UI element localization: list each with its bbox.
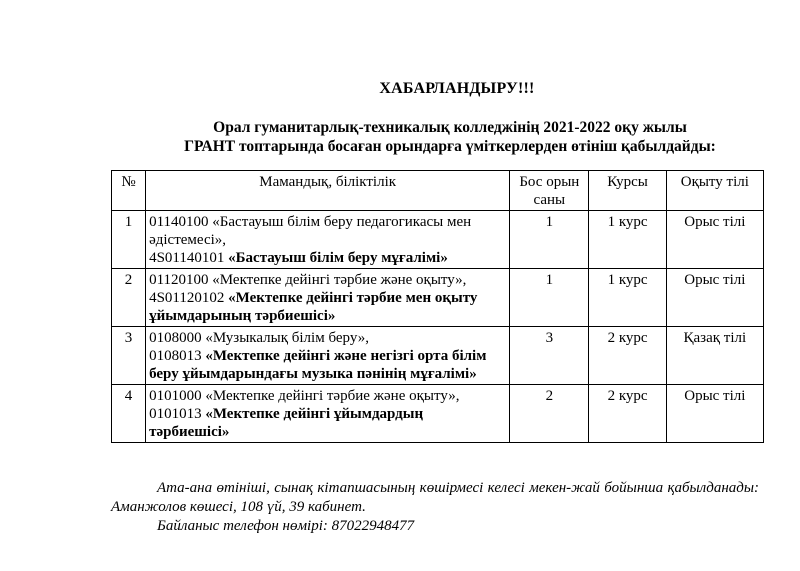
row-specialty (146, 211, 510, 269)
row-places: 1 (510, 211, 589, 269)
announcement-subtitle (140, 118, 760, 156)
header-language: Оқыту тілі (666, 171, 763, 211)
qualification-code: 4S01120102 (149, 290, 229, 306)
row-places: 2 (510, 385, 589, 443)
qualification-name: «Бастауыш білім беру мұғалімі» (228, 250, 448, 266)
row-places: 3 (510, 327, 589, 385)
specialty-code-text: 0101000 «Мектепке дейінгі тәрбие және оқыту», (149, 388, 460, 404)
row-language: Орыс тілі (666, 269, 763, 327)
announcement-title (0, 80, 800, 98)
qualification-code: 0108013 (149, 348, 206, 364)
specialty-code-text: 0108000 «Музыкалық білім беру», (149, 330, 369, 346)
row-places: 1 (510, 269, 589, 327)
row-number: 1 (112, 211, 146, 269)
specialty-code-text: 01120100 «Мектепке дейінгі тәрбие және оқыту», (149, 272, 467, 288)
qualification-name: «Мектепке дейінгі тәрбие мен оқыту ұйымдарының тәрбиешісі» (149, 290, 478, 324)
subtitle-line-1: Орал гуманитарлық-техникалық колледжінің 2021-2022 оқу жылы (213, 119, 687, 136)
qualification-name: «Мектепке дейінгі ұйымдардың тәрбиешісі» (149, 406, 424, 440)
row-language: Қазақ тілі (666, 327, 763, 385)
row-specialty (146, 269, 510, 327)
qualification-code: 0101013 (149, 406, 206, 422)
specialty-code-text: 01140100 «Бастауыш білім беру педагогикасы мен әдістемесі», (149, 214, 472, 248)
row-course: 2 курс (589, 385, 666, 443)
table-row (112, 269, 764, 327)
header-number: № (112, 171, 146, 211)
row-course: 2 курс (589, 327, 666, 385)
table-header-row (112, 171, 764, 211)
qualification-name: «Мектепке дейінгі және негізгі орта білім беру ұйымдарындағы музыка пәнінің мұғалімі» (149, 348, 487, 382)
contact-note (111, 479, 759, 536)
table-row (112, 385, 764, 443)
announcement-title-text: ХАБАРЛАНДЫРУ!!! (379, 80, 535, 97)
row-course: 1 курс (589, 211, 666, 269)
header-places: Бос орын саны (510, 171, 589, 211)
row-number: 2 (112, 269, 146, 327)
header-specialty: Мамандық, біліктілік (146, 171, 510, 211)
note-phone: Байланыс телефон нөмірі: 87022948477 (157, 518, 415, 534)
row-number: 4 (112, 385, 146, 443)
row-specialty (146, 327, 510, 385)
table-row (112, 327, 764, 385)
qualification-code: 4S01140101 (149, 250, 229, 266)
note-address: Ата-ана өтініші, сынақ кітапшасының көшірмесі келесі мекен-жай бойынша қабылданады: Аманжолов көшесі, 108 үй, 39 кабинет. (111, 480, 759, 515)
vacancies-table (111, 170, 764, 443)
row-course: 1 курс (589, 269, 666, 327)
row-specialty (146, 385, 510, 443)
table-row (112, 211, 764, 269)
row-language: Орыс тілі (666, 211, 763, 269)
header-course: Курсы (589, 171, 666, 211)
row-language: Орыс тілі (666, 385, 763, 443)
row-number: 3 (112, 327, 146, 385)
subtitle-line-2: ГРАНТ топтарында босаған орындарға үміткерлерден өтініш қабылдайды: (184, 138, 716, 155)
